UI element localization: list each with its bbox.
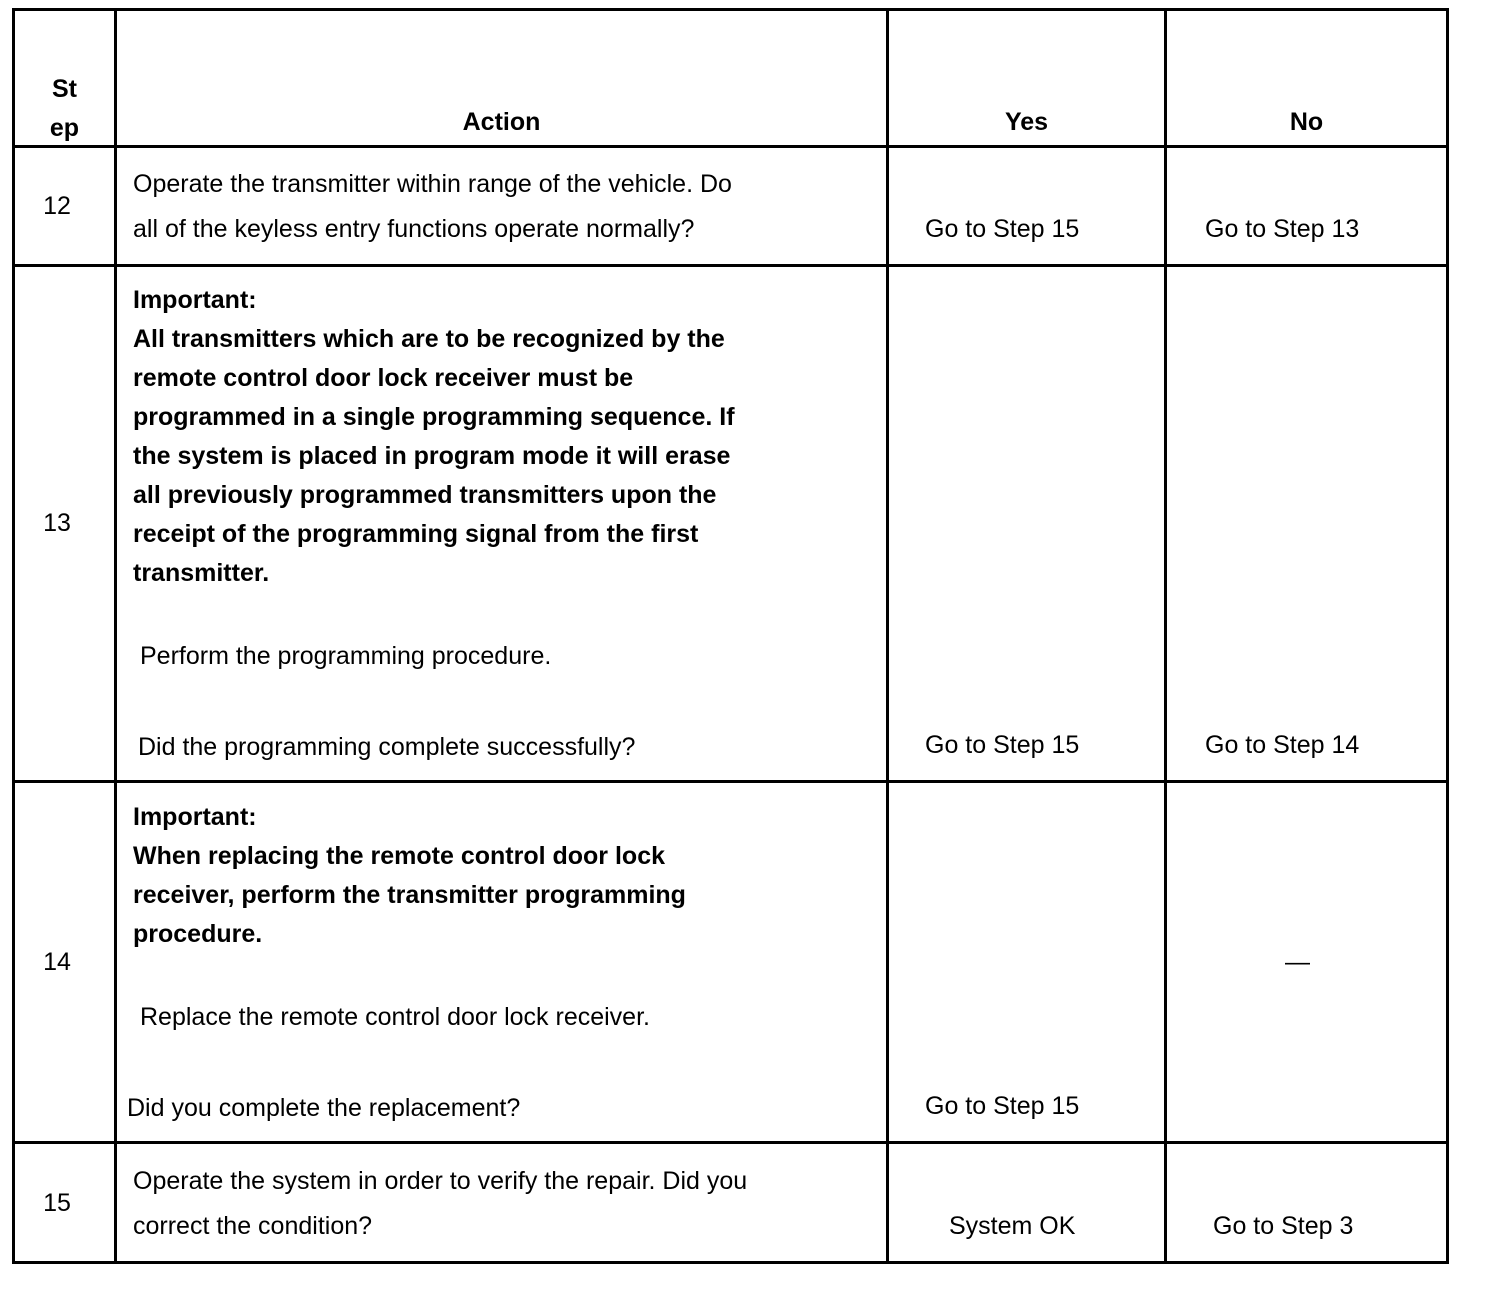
step-number: 12 — [43, 192, 71, 220]
step-number: 15 — [43, 1189, 71, 1217]
no-result: Go to Step 3 — [1213, 1212, 1354, 1240]
header-yes: Yes — [1004, 108, 1049, 136]
column-divider — [1164, 8, 1167, 1264]
important-line: When replacing the remote control door lock — [133, 842, 666, 870]
header-no: No — [1289, 108, 1324, 136]
table-border-right — [1446, 8, 1449, 1264]
action-text: Operate the transmitter within range of the vehicle. Do — [133, 170, 732, 198]
column-divider — [886, 8, 889, 1264]
no-result: Go to Step 14 — [1205, 731, 1360, 759]
row-divider — [12, 780, 1449, 783]
important-line: receipt of the programming signal from the first — [133, 520, 699, 548]
action-text: correct the condition? — [133, 1212, 373, 1240]
header-action: Action — [462, 108, 541, 136]
header-step-line2: ep — [49, 114, 80, 142]
action-text: all of the keyless entry functions operate normally? — [133, 215, 695, 243]
row-divider — [12, 1141, 1449, 1144]
yes-result: Go to Step 15 — [925, 215, 1080, 243]
important-line: All transmitters which are to be recognized by the — [133, 325, 725, 353]
important-line: remote control door lock receiver must be — [133, 364, 634, 392]
important-line: all previously programmed transmitters upon the — [133, 481, 717, 509]
instruction-text: Perform the programming procedure. — [140, 642, 552, 670]
column-divider — [114, 8, 117, 1264]
question-text: Did the programming complete successfully? — [138, 733, 636, 761]
important-note — [133, 281, 735, 593]
no-result: Go to Step 13 — [1205, 215, 1360, 243]
important-line: the system is placed in program mode it will erase — [133, 442, 731, 470]
important-note — [133, 798, 686, 954]
table-border-top — [12, 8, 1449, 11]
question-text: Did you complete the replacement? — [127, 1094, 521, 1122]
table-border-bottom — [12, 1261, 1449, 1264]
step-number: 13 — [43, 509, 71, 537]
yes-result: Go to Step 15 — [925, 1092, 1080, 1120]
important-label: Important: — [133, 803, 257, 831]
important-line: receiver, perform the transmitter programming — [133, 881, 686, 909]
action-text: Operate the system in order to verify the repair. Did you — [133, 1167, 748, 1195]
important-line: programmed in a single programming sequence. If — [133, 403, 735, 431]
header-step — [15, 70, 114, 148]
important-line: transmitter. — [133, 559, 270, 587]
yes-result: Go to Step 15 — [925, 731, 1080, 759]
instruction-text: Replace the remote control door lock receiver. — [140, 1003, 650, 1031]
header-divider — [12, 145, 1449, 148]
header-step-line1: St — [52, 75, 77, 103]
important-line: procedure. — [133, 920, 263, 948]
row-divider — [12, 264, 1449, 267]
yes-result: System OK — [949, 1212, 1076, 1240]
important-label: Important: — [133, 286, 257, 314]
no-result: — — [1285, 948, 1310, 976]
step-number: 14 — [43, 948, 71, 976]
